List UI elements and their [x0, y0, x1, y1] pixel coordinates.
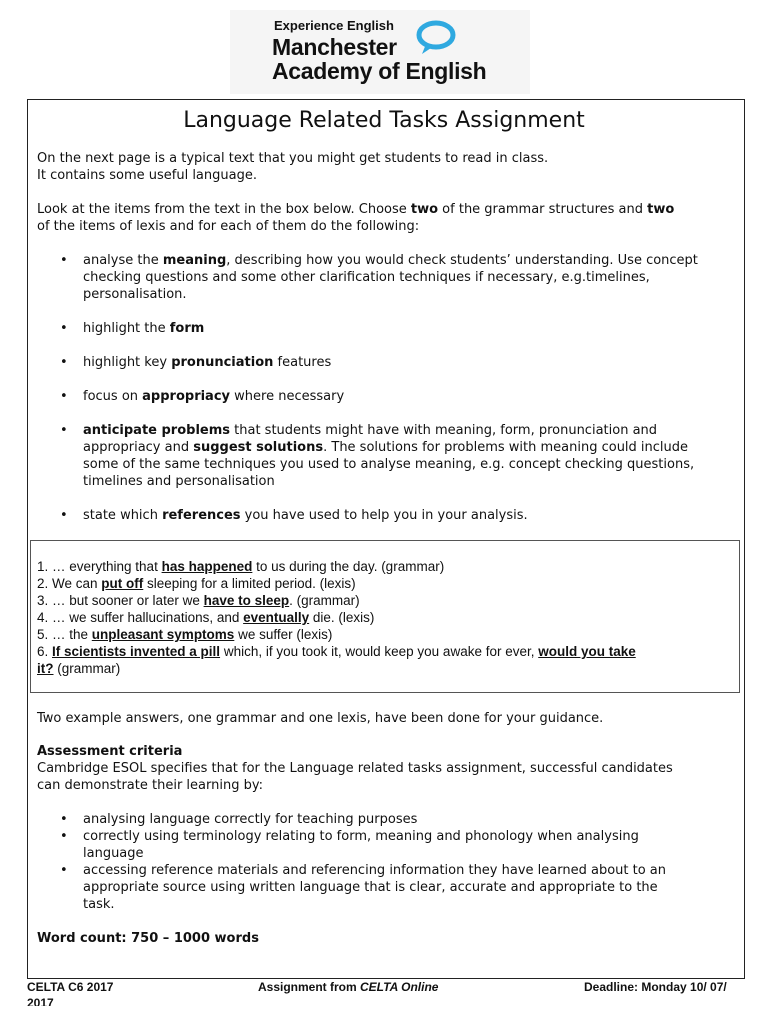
- example-4: 4. … we suffer hallucinations, and eventually die. (lexis): [37, 610, 375, 625]
- criteria-item-3-line2: appropriate source using written language that is clear, accurate and appropriate to the: [83, 880, 658, 895]
- logo-org-line2: Academy of English: [272, 58, 487, 84]
- footer-deadline: Deadline: Monday 10/ 07/: [584, 980, 727, 994]
- bullet-dot: •: [60, 508, 68, 523]
- footer-deadline-year: 2017: [27, 996, 54, 1006]
- bullet-dot: •: [60, 253, 68, 268]
- example-6-line2: it? (grammar): [37, 661, 121, 676]
- intro-line-1: On the next page is a typical text that you might get students to read in class.: [37, 151, 549, 166]
- example-1: 1. … everything that has happened to us during the day. (grammar): [37, 559, 445, 574]
- criteria-item-3-line3: task.: [83, 897, 115, 912]
- instruction-line-2: of the items of lexis and for each of them do the following:: [37, 219, 420, 234]
- bullet-dot: •: [60, 829, 68, 844]
- criteria-item-2-line2: language: [83, 846, 144, 861]
- bullet-pronunciation: highlight key pronunciation features: [83, 355, 332, 370]
- instruction-line-1: Look at the items from the text in the box below. Choose two of the grammar structures and two: [37, 202, 675, 217]
- example-6: 6. If scientists invented a pill which, if you took it, would keep you awake for ever, would you take: [37, 644, 636, 659]
- bullet-dot: •: [60, 355, 68, 370]
- logo-org-line1: Manchester: [272, 34, 397, 60]
- intro-line-2: It contains some useful language.: [37, 168, 257, 183]
- footer-course: CELTA C6 2017: [27, 980, 114, 994]
- criteria-line-2: can demonstrate their learning by:: [37, 778, 263, 793]
- footer-divider: [27, 978, 745, 979]
- bullet-dot: •: [60, 389, 68, 404]
- page-title: Language Related Tasks Assignment: [183, 108, 585, 133]
- example-note: Two example answers, one grammar and one lexis, have been done for your guidance.: [37, 711, 604, 726]
- criteria-item-3: accessing reference materials and referencing information they have learned about to an: [83, 863, 667, 878]
- example-5: 5. … the unpleasant symptoms we suffer (lexis): [37, 627, 333, 642]
- bullet-dot: •: [60, 321, 68, 336]
- bullet-dot: •: [60, 423, 68, 438]
- bullet-appropriacy: focus on appropriacy where necessary: [83, 389, 345, 404]
- bullet-meaning: analyse the meaning, describing how you would check students’ understanding. Use concept: [83, 253, 698, 268]
- criteria-line-1: Cambridge ESOL specifies that for the Language related tasks assignment, successful candidates: [37, 761, 673, 776]
- footer-assignment: Assignment from CELTA Online: [258, 980, 439, 994]
- logo-tagline: Experience English: [274, 18, 394, 33]
- example-2: 2. We can put off sleeping for a limited period. (lexis): [37, 576, 356, 591]
- bullet-form: highlight the form: [83, 321, 205, 336]
- bullet-dot: •: [60, 863, 68, 878]
- criteria-heading: Assessment criteria: [37, 744, 183, 759]
- bullet-problems-line3: some of the same techniques you used to analyse meaning, e.g. concept checking questions,: [83, 457, 695, 472]
- bullet-meaning-line2: checking questions and some other clarification techniques if necessary, e.g.timelines,: [83, 270, 650, 285]
- bullet-problems-line4: timelines and personalisation: [83, 474, 275, 489]
- bullet-dot: •: [60, 812, 68, 827]
- example-3: 3. … but sooner or later we have to sleep. (grammar): [37, 593, 360, 608]
- bullet-references: state which references you have used to help you in your analysis.: [83, 508, 528, 523]
- word-count: Word count: 750 – 1000 words: [37, 931, 259, 946]
- bullet-problems-line2: appropriacy and suggest solutions. The solutions for problems with meaning could include: [83, 440, 689, 455]
- bullet-meaning-line3: personalisation.: [83, 287, 187, 302]
- criteria-item-1: analysing language correctly for teaching purposes: [83, 812, 418, 827]
- bullet-problems: anticipate problems that students might have with meaning, form, pronunciation and: [83, 423, 658, 438]
- speech-bubble-icon: [416, 20, 456, 56]
- criteria-item-2: correctly using terminology relating to form, meaning and phonology when analysing: [83, 829, 639, 844]
